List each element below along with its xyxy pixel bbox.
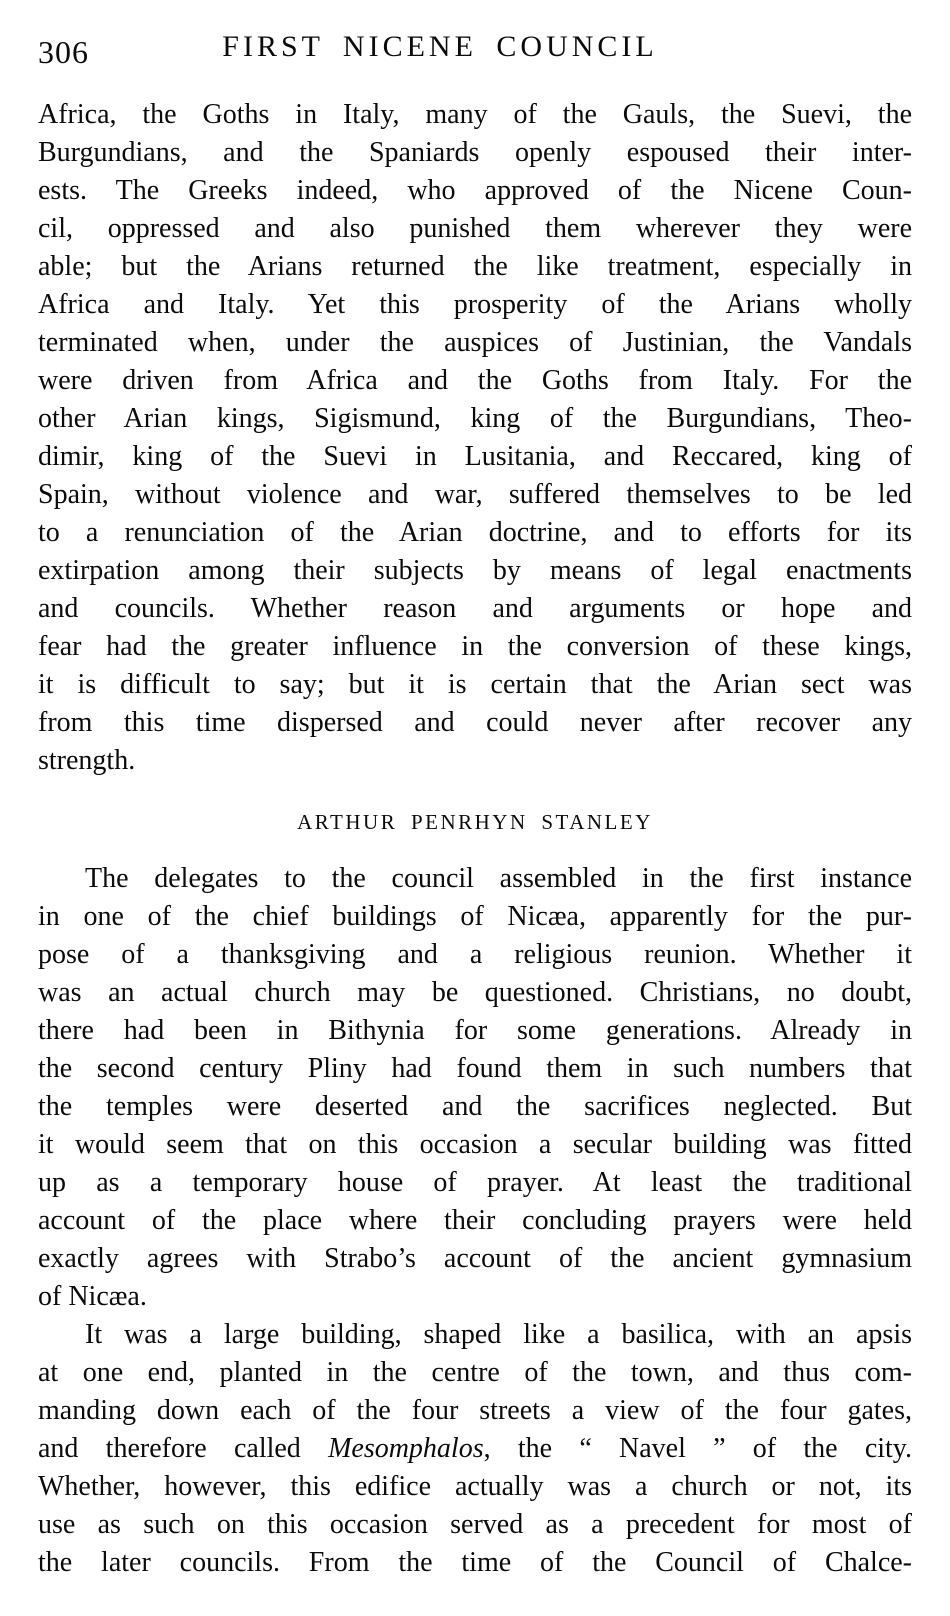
text-line: exactly agrees with Strabo’s account of the ancient gymnasium xyxy=(38,1243,912,1274)
text-line: Spain, without violence and war, suffered themselves to be led xyxy=(38,479,912,510)
text-line: it would seem that on this occasion a secular building was fitted xyxy=(38,1129,912,1160)
text-line: strength. xyxy=(38,745,136,776)
text-line: were driven from Africa and the Goths from Italy. For the xyxy=(38,365,912,396)
text-line: the later councils. From the time of the Council of Chalce- xyxy=(38,1547,912,1578)
text-line: account of the place where their concluding prayers were held xyxy=(38,1205,912,1236)
page-number: 306 xyxy=(38,34,89,70)
text-line: fear had the greater influence in the conversion of these kings, xyxy=(38,631,912,662)
paragraph-3 xyxy=(38,1316,912,1582)
text-line: up as a temporary house of prayer. At least the traditional xyxy=(38,1167,912,1198)
paragraph-1 xyxy=(38,96,912,780)
text-line: there had been in Bithynia for some generations. Already in xyxy=(38,1015,912,1046)
text-line: terminated when, under the auspices of Justinian, the Vandals xyxy=(38,327,912,358)
text-line: extirpation among their subjects by means of legal enactments xyxy=(38,555,912,586)
text-line: from this time dispersed and could never after recover any xyxy=(38,707,912,738)
text-line: other Arian kings, Sigismund, king of the Burgundians, Theo- xyxy=(38,403,912,434)
running-title: FIRST NICENE COUNCIL xyxy=(222,30,658,63)
text-line: Burgundians, and the Spaniards openly espoused their inter- xyxy=(38,137,912,168)
text-line-with-italic xyxy=(38,1430,912,1468)
text-line: in one of the chief buildings of Nicæa, apparently for the pur- xyxy=(38,901,912,932)
text-line: the second century Pliny had found them in such numbers that xyxy=(38,1053,912,1084)
text-line: able; but the Arians returned the like treatment, especially in xyxy=(38,251,912,282)
italic-term: Mesomphalos xyxy=(328,1433,484,1464)
text-line: and councils. Whether reason and arguments or hope and xyxy=(38,593,912,624)
text-line: manding down each of the four streets a view of the four gates, xyxy=(38,1395,912,1426)
text-line: pose of a thanksgiving and a religious reunion. Whether it xyxy=(38,939,912,970)
text-segment: , the “ Navel ” of the city. xyxy=(483,1433,912,1464)
text-line: the temples were deserted and the sacrifices neglected. But xyxy=(38,1091,912,1122)
text-segment: and therefore called xyxy=(38,1433,329,1464)
section-heading-author: ARTHUR PENRHYN STANLEY xyxy=(297,810,653,834)
text-line: Africa, the Goths in Italy, many of the Gauls, the Suevi, the xyxy=(38,99,912,130)
text-line: of Nicæa. xyxy=(38,1281,147,1312)
text-line: dimir, king of the Suevi in Lusitania, and Reccared, king of xyxy=(38,441,912,472)
page-header xyxy=(0,30,950,74)
text-line: Africa and Italy. Yet this prosperity of the Arians wholly xyxy=(38,289,912,320)
text-line: ests. The Greeks indeed, who approved of the Nicene Coun- xyxy=(38,175,912,206)
text-line: It was a large building, shaped like a basilica, with an apsis xyxy=(85,1319,912,1350)
text-line: it is difficult to say; but it is certain that the Arian sect was xyxy=(38,669,912,700)
page-text xyxy=(38,96,912,1582)
text-line: use as such on this occasion served as a precedent for most of xyxy=(38,1509,912,1540)
text-line: was an actual church may be questioned. Christians, no doubt, xyxy=(38,977,912,1008)
text-line: The delegates to the council assembled in the first instance xyxy=(85,863,912,894)
paragraph-2 xyxy=(38,860,912,1316)
text-line: at one end, planted in the centre of the town, and thus com- xyxy=(38,1357,912,1388)
text-line: cil, oppressed and also punished them wherever they were xyxy=(38,213,912,244)
text-line: Whether, however, this edifice actually was a church or not, its xyxy=(38,1471,912,1502)
text-line: to a renunciation of the Arian doctrine, and to efforts for its xyxy=(38,517,912,548)
